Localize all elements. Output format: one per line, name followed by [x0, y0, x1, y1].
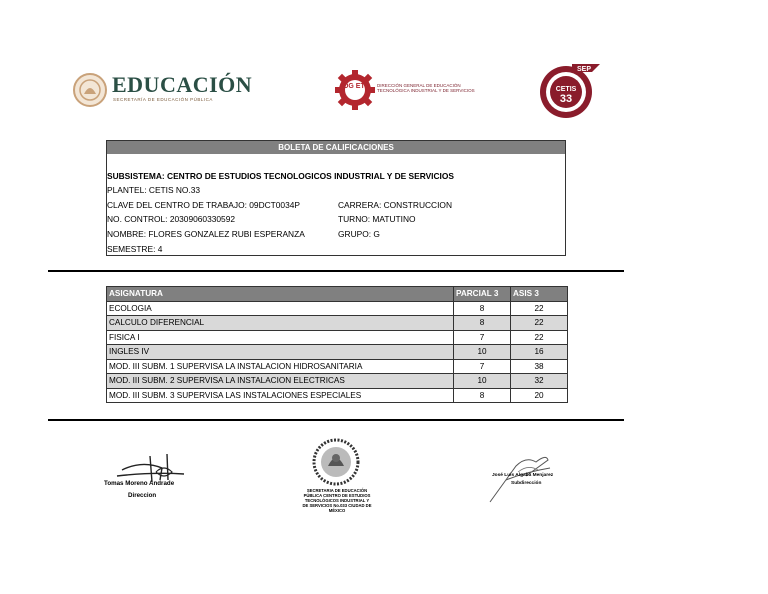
divider-top [48, 270, 624, 272]
subsistema-text: SUBSISTEMA: CENTRO DE ESTUDIOS TECNOLOGICOS INDUSTRIAL Y DE SERVICIOS [107, 171, 454, 181]
cell-asis: 22 [511, 316, 568, 331]
cell-parcial: 8 [454, 388, 511, 403]
cell-asignatura: INGLES IV [107, 345, 454, 360]
table-row [107, 345, 568, 360]
header-asignatura: ASIGNATURA [107, 287, 454, 302]
cetis-logo-icon [534, 58, 602, 120]
right-signature-icon [486, 452, 556, 504]
grades-header-row [107, 287, 568, 302]
cell-parcial: 10 [454, 345, 511, 360]
table-row [107, 301, 568, 316]
header-asis: ASIS 3 [511, 287, 568, 302]
table-row [107, 359, 568, 374]
cell-asis: 22 [511, 301, 568, 316]
dgeti-line2: TECNOLÓGICA INDUSTRIAL Y DE SERVICIOS [377, 88, 475, 93]
right-signatory-role: Subdirección [511, 481, 542, 486]
carrera-text: CARRERA: CONSTRUCCION [338, 200, 452, 210]
cell-parcial: 8 [454, 316, 511, 331]
cell-parcial: 10 [454, 374, 511, 389]
cell-asis: 20 [511, 388, 568, 403]
nombre-text: NOMBRE: FLORES GONZALEZ RUBI ESPERANZA [107, 229, 305, 239]
seal-text: SECRETARIA DE EDUCACIÓN PÚBLICA CENTRO DE ESTUDIOS TECNOLÓGICOS INDUSTRIAL Y DE SERVICIOS No.033 CIUDAD DE MÉXICO [302, 488, 372, 513]
cell-asignatura: ECOLOGIA [107, 301, 454, 316]
boleta-title: BOLETA DE CALIFICACIONES [107, 141, 565, 154]
table-row [107, 330, 568, 345]
dgeti-mark: DG ETI [343, 83, 367, 90]
cell-asis: 22 [511, 330, 568, 345]
cetis-name: CETIS [555, 86, 577, 93]
cell-asignatura: MOD. III SUBM. 2 SUPERVISA LA INSTALACION ELECTRICAS [107, 374, 454, 389]
cetis-sep-label: SEP [576, 66, 592, 73]
sep-emblem-icon [72, 72, 108, 108]
table-row [107, 388, 568, 403]
left-signatory-name: Tomas Moreno Andrade [104, 480, 175, 487]
cell-parcial: 7 [454, 359, 511, 374]
left-signatory-role: Direccion [128, 492, 157, 499]
cell-asis: 38 [511, 359, 568, 374]
cell-asignatura: MOD. III SUBM. 3 SUPERVISA LAS INSTALACIONES ESPECIALES [107, 388, 454, 403]
semestre-text: SEMESTRE: 4 [107, 244, 163, 254]
table-row [107, 374, 568, 389]
sep-subtitle: SECRETARÍA DE EDUCACIÓN PÚBLICA [113, 97, 213, 102]
dgeti-gear-icon [335, 66, 375, 110]
dgeti-text [377, 83, 497, 93]
control-text: NO. CONTROL: 20309060330592 [107, 214, 236, 224]
dgeti-line1: DIRECCIÓN GENERAL DE EDUCACIÓN [377, 83, 461, 88]
divider-bottom [48, 419, 624, 421]
right-signatory-name: José Luis Algaba Menjarez [492, 473, 554, 478]
cell-asis: 32 [511, 374, 568, 389]
official-seal-icon [308, 436, 364, 486]
cell-asis: 16 [511, 345, 568, 360]
turno-text: TURNO: MATUTINO [338, 214, 416, 224]
cell-asignatura: CALCULO DIFERENCIAL [107, 316, 454, 331]
grades-table [106, 286, 568, 403]
table-row [107, 316, 568, 331]
cetis-number: 33 [559, 93, 573, 105]
header-parcial: PARCIAL 3 [454, 287, 511, 302]
cell-parcial: 8 [454, 301, 511, 316]
cell-asignatura: MOD. III SUBM. 1 SUPERVISA LA INSTALACION HIDROSANITARIA [107, 359, 454, 374]
grupo-text: GRUPO: G [338, 229, 380, 239]
clave-text: CLAVE DEL CENTRO DE TRABAJO: 09DCT0034P [107, 200, 300, 210]
cell-parcial: 7 [454, 330, 511, 345]
sep-title: EDUCACIÓN [112, 72, 253, 97]
cell-asignatura: FISICA I [107, 330, 454, 345]
plantel-text: PLANTEL: CETIS NO.33 [107, 185, 201, 195]
